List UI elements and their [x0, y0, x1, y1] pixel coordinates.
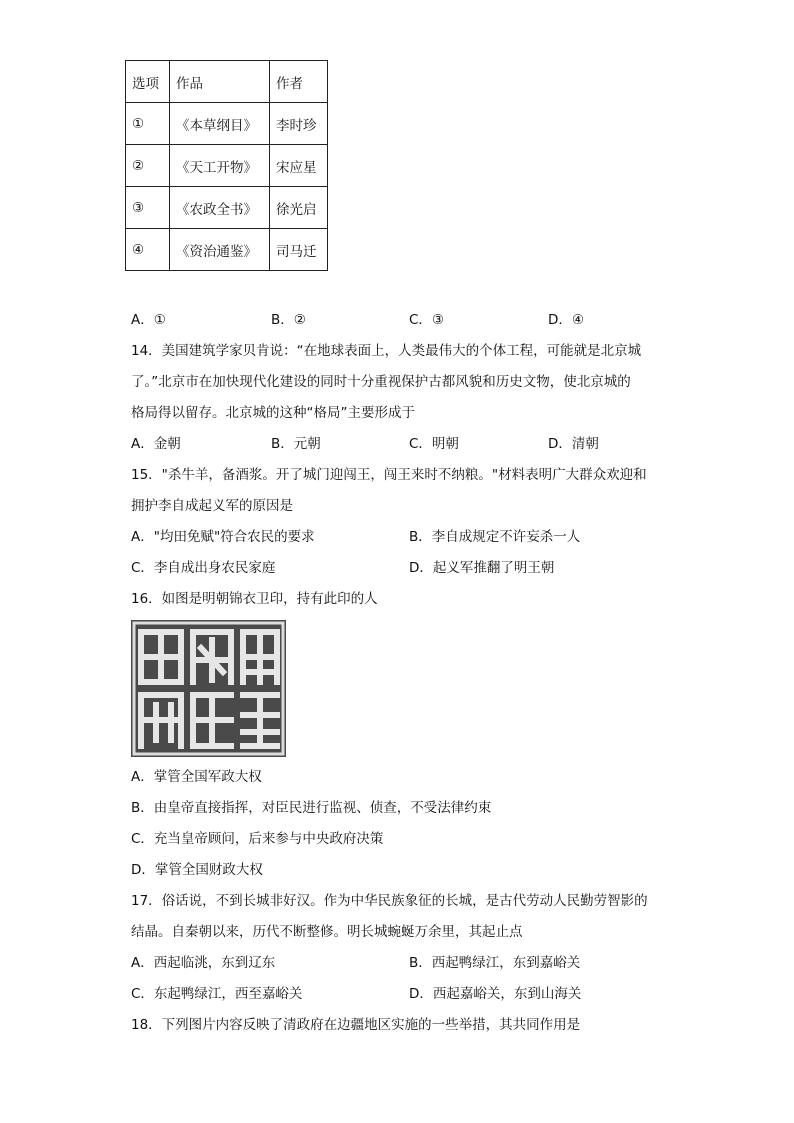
table-cell: ③	[126, 187, 170, 229]
table-cell: 徐光启	[270, 187, 328, 229]
table-cell: 《资治通鉴》	[170, 229, 270, 271]
q14-option-a: A．金朝	[131, 436, 181, 452]
table-cell: 《本草纲目》	[170, 103, 270, 145]
q17-option-c: C．东起鸭绿江，西至嘉峪关	[131, 986, 303, 1002]
table-header: 作品	[170, 61, 270, 103]
table-cell: ①	[126, 103, 170, 145]
q17-stem-line: 17．俗话说，不到长城非好汉。作为中华民族象征的长城，是古代劳动人民勤劳智影的	[131, 893, 648, 909]
table-row	[126, 229, 328, 271]
table-cell: ②	[126, 145, 170, 187]
q17-option-a: A．西起临洮，东到辽东	[131, 955, 276, 971]
q14-option-c: C．明朝	[409, 436, 459, 452]
table-header-row	[126, 61, 328, 103]
q15-option-a: A．"均田免赋"符合农民的要求	[131, 529, 315, 545]
q17-stem-line: 结晶。自秦朝以来，历代不断整修。明长城蜿蜒万余里，其起止点	[131, 924, 523, 940]
table-cell: 《农政全书》	[170, 187, 270, 229]
q15-option-b: B．李自成规定不许妄杀一人	[409, 529, 581, 545]
table-header: 选项	[126, 61, 170, 103]
q16-option-b: B．由皇帝直接指挥，对臣民进行监视、侦查，不受法律约束	[131, 800, 492, 816]
q17-option-d: D．西起嘉峪关，东到山海关	[409, 986, 582, 1002]
q16-option-d: D．掌管全国财政大权	[131, 862, 263, 878]
q16-stem: 16．如图是明朝锦衣卫印，持有此印的人	[131, 591, 378, 607]
q14-option-d: D．清朝	[548, 436, 599, 452]
q13-option-b: B．②	[271, 312, 306, 328]
q16-option-a: A．掌管全国军政大权	[131, 769, 262, 785]
q18-stem: 18．下列图片内容反映了清政府在边疆地区实施的一些举措，其共同作用是	[131, 1017, 581, 1033]
q14-stem-line: 14．美国建筑学家贝肯说：“在地球表面上，人类最伟大的个体工程，可能就是北京城	[131, 343, 642, 359]
q13-option-a: A．①	[131, 312, 166, 328]
q14-stem-line: 格局得以留存。北京城的这种“格局”主要形成于	[131, 405, 415, 421]
q13-option-d: D．④	[548, 312, 584, 328]
q14-option-b: B．元朝	[271, 436, 321, 452]
table-header: 作者	[270, 61, 328, 103]
table-cell: 司马迁	[270, 229, 328, 271]
table-cell: ④	[126, 229, 170, 271]
q17-option-b: B．西起鸭绿江，东到嘉峪关	[409, 955, 581, 971]
table-row	[126, 145, 328, 187]
table-row	[126, 103, 328, 145]
table-cell: 宋应星	[270, 145, 328, 187]
q15-stem-line: 拥护李自成起义军的原因是	[131, 498, 293, 514]
q14-stem-line: 了。”北京市在加快现代化建设的同时十分重视保护古都风貌和历史文物，使北京城的	[131, 374, 631, 390]
table-row	[126, 187, 328, 229]
q15-stem-line: 15．"杀牛羊，备酒浆。开了城门迎闯王，闯王来时不纳粮。"材料表明广大群众欢迎和	[131, 467, 647, 483]
seal-image	[131, 620, 286, 757]
works-table	[125, 60, 328, 271]
q16-option-c: C．充当皇帝顾问，后来参与中央政府决策	[131, 831, 384, 847]
q15-option-c: C．李自成出身农民家庭	[131, 560, 276, 576]
table-cell: 《天工开物》	[170, 145, 270, 187]
q13-option-c: C．③	[409, 312, 445, 328]
q15-option-d: D．起义军推翻了明王朝	[409, 560, 555, 576]
seal-glyphs-graphic	[131, 620, 286, 757]
table-cell: 李时珍	[270, 103, 328, 145]
